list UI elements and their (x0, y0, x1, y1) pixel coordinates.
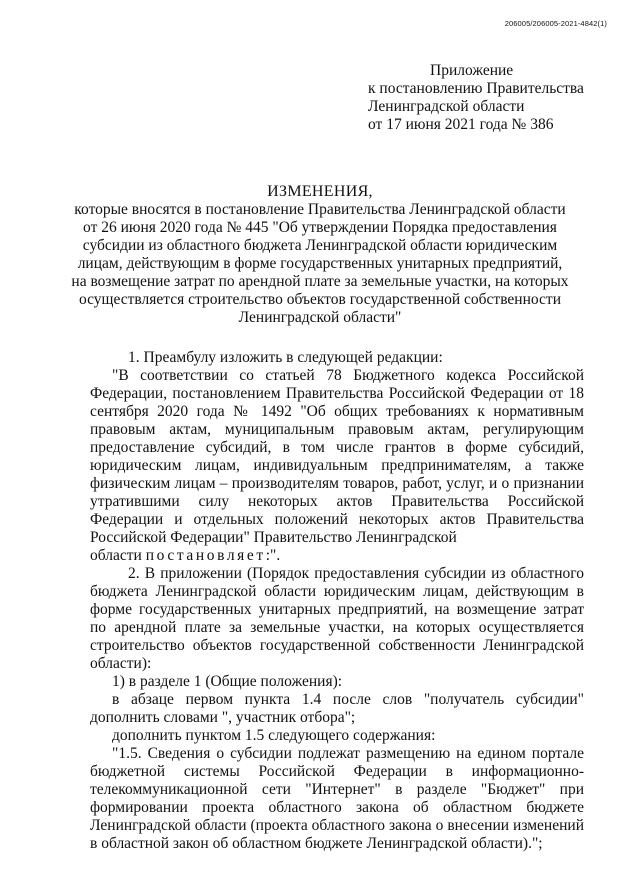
heading-title: ИЗМЕНЕНИЯ, (267, 183, 373, 200)
heading-line: которые вносятся в постановление Правительства Ленинградской области (74, 201, 566, 218)
heading-line: субсидии из областного бюджета Ленинградской области юридическим (82, 237, 558, 254)
heading-line: осуществляется строительство объектов государственной собственности (79, 291, 561, 308)
paragraph-1-quote: "В соответствии со статьей 78 Бюджетного кодекса Российской Федерации, постановлением Правительства Российской Федерации от 18 сентября 2020 года № 1492 "Об общих требованиях к нормативным правовым актам, муниципальным правовым актам, регулирующим предоставление субсидий, в том числе грантов в форме субсидий, юридическим лицам, индивидуальным предпринимателям, а также физическим лицам – производителям товаров, работ, услуг, и о признании утратившими силу некоторых актов Правительства Российской Федерации и отдельных положений некоторых актов Правительства Российской Федерации" Правительство Ленинградской (90, 367, 584, 546)
document-body (90, 349, 584, 853)
appendix-line: Ленинградской области (368, 98, 525, 115)
paragraph-2-1-b: дополнить пунктом 1.5 следующего содержания: (112, 727, 436, 744)
paragraph-1: 1. Преамбулу изложить в следующей редакции: (128, 349, 443, 366)
quote-end-suffix: :". (265, 547, 281, 564)
document-heading (60, 183, 580, 327)
appendix-line: к постановлению Правительства (368, 80, 584, 97)
paragraph-1-quote-end (90, 547, 584, 565)
heading-line: лицам, действующим в форме государственных унитарных предприятий, (77, 255, 563, 272)
heading-line: Ленинградской области" (238, 309, 402, 326)
document-id: 206005/206005-2021-4842(1) (504, 19, 607, 28)
appendix-line: от 17 июня 2021 года № 386 (368, 116, 554, 133)
heading-line: на возмещение затрат по арендной плате за земельные участки, на которых (71, 273, 569, 290)
paragraph-2-1-a: в абзаце первом пункта 1.4 после слов "получатель субсидии" дополнить словами ", участник отбора"; (90, 691, 584, 726)
appendix-line: Приложение (430, 62, 514, 79)
paragraph-2-1-b-quote: "1.5. Сведения о субсидии подлежат размещению на едином портале бюджетной системы Российской Федерации в информационно-телекоммуникационной сети "Интернет" в разделе "Бюджет" при формировании проекта областного закона об областном бюджете Ленинградской области (проекта областного закона о внесении изменений в областной закон об областном бюджете Ленинградской области)."; (90, 745, 584, 852)
quote-end-spaced-word: постановляет (145, 547, 266, 564)
paragraph-2-1: 1) в разделе 1 (Общие положения): (112, 673, 343, 690)
quote-end-prefix: области (90, 547, 146, 564)
paragraph-2: 2. В приложении (Порядок предоставления субсидии из областного бюджета Ленинградской области юридическим лицам, действующим в форме государственных унитарных предприятий, на возмещение затрат по арендной плате за земельные участки, на которых осуществляется строительство объектов государственной собственности Ленинградской области): (90, 565, 584, 672)
appendix-block (368, 62, 584, 134)
heading-line: от 26 июня 2020 года № 445 "Об утверждении Порядка предоставления (83, 219, 557, 236)
